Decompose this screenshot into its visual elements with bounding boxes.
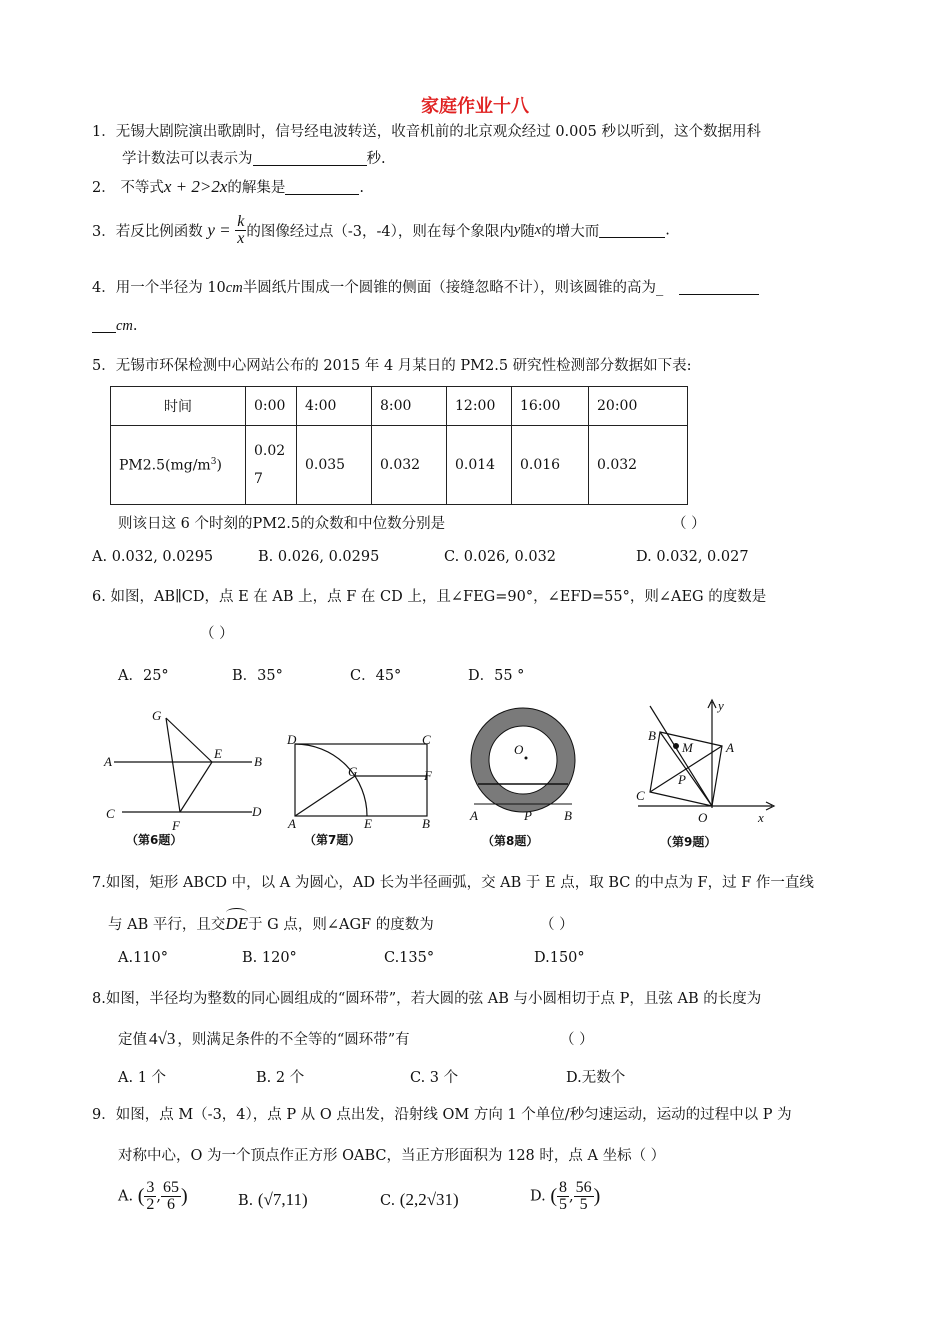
- fig7-caption: （第7题）: [304, 833, 361, 847]
- q9-option-a-label: A.: [118, 1188, 134, 1205]
- arc-mark: [226, 908, 247, 917]
- q4-answer-blank-2[interactable]: [92, 318, 116, 333]
- q9-d-frac-2: [574, 1180, 594, 1213]
- q7-option-c[interactable]: C.135°: [384, 950, 435, 966]
- fig8-label-p: P: [524, 808, 532, 823]
- fig6-label-f: F: [172, 818, 180, 833]
- q4-text-b: 半圆纸片围成一个圆锥的侧面（接缝忽略不计），则该圆锥的高为_: [242, 280, 664, 296]
- q1-line2: [122, 147, 386, 168]
- table-header-cell: 12:00: [447, 387, 512, 426]
- q3-text-post2: 的增大而: [541, 224, 600, 240]
- q1-text: 学计数法可以表示为: [122, 151, 253, 167]
- fig7-label-g: G: [348, 764, 358, 779]
- q6-option-d[interactable]: D．55 °: [468, 668, 525, 684]
- q7-text: 与 AB 平行，且交: [108, 917, 226, 933]
- table-cell: 0.016: [512, 426, 589, 505]
- table-cell: [246, 426, 297, 505]
- paren-close: ): [180, 1185, 188, 1207]
- fig6-label-e: E: [214, 746, 222, 761]
- num: 3: [146, 1179, 155, 1196]
- q2-line: [92, 176, 364, 197]
- q4-text: 4．用一个半径为 10: [92, 280, 226, 296]
- fig7-label-e: E: [364, 816, 372, 831]
- q3-var-y: y: [513, 222, 521, 238]
- fig6-label-a: A: [104, 754, 112, 769]
- q5-option-a[interactable]: A. 0.032, 0.0295: [92, 549, 214, 565]
- q9-line2: 对称中心，O 为一个顶点作正方形 OABC，当正方形面积为 128 时，点 A 坐标（ ）: [118, 1148, 666, 1164]
- table-cell: 0.032: [372, 426, 447, 505]
- q6-option-a[interactable]: A．25°: [118, 668, 169, 684]
- row-label-sup: 3: [210, 456, 217, 467]
- q4-unit-2: cm: [116, 318, 133, 334]
- q3-fraction: [235, 214, 246, 247]
- table-row-label: [111, 426, 246, 505]
- num: 8: [559, 1179, 567, 1196]
- q4-end: .: [132, 318, 138, 334]
- q7-line1: 7.如图，矩形 ABCD 中，以 A 为圆心，AD 长为半径画弧，交 AB 于 E 点，取 BC 的中点为 F，过 F 作一直线: [92, 875, 814, 891]
- table-header-cell: 时间: [111, 387, 246, 426]
- q8-option-a[interactable]: A. 1 个: [118, 1070, 167, 1086]
- q9-option-c-value: (2,2√31): [399, 1190, 459, 1209]
- q6-option-b[interactable]: B．35°: [232, 668, 283, 684]
- paren-close: ): [593, 1185, 601, 1207]
- comma: ,: [569, 1188, 574, 1205]
- q3-denominator: x: [237, 230, 245, 247]
- fig9-label-x: x: [758, 810, 764, 825]
- q5-option-b[interactable]: B. 0.026, 0.0295: [258, 549, 380, 565]
- q8-value: 4√3: [149, 1029, 176, 1048]
- q7-arc-de: [225, 914, 248, 934]
- q2-answer-blank[interactable]: [285, 180, 359, 195]
- fig9-label-m: M: [682, 740, 693, 755]
- den: 2: [146, 1196, 155, 1213]
- q9-option-d-label: D.: [530, 1188, 546, 1205]
- q2-inequality: x + 2>2x: [163, 177, 228, 196]
- q7-line2: [108, 913, 434, 934]
- comma: ,: [156, 1188, 161, 1205]
- table-cell: 0.014: [447, 426, 512, 505]
- q9-a-frac-1: [144, 1180, 156, 1213]
- table-header-cell: 16:00: [512, 387, 589, 426]
- fig8-caption: （第8题）: [482, 834, 539, 848]
- q2-end: .: [359, 180, 364, 196]
- q4-unit: cm: [225, 280, 243, 296]
- fig6-label-c: C: [106, 806, 115, 821]
- q5-answer-paren[interactable]: （ ）: [672, 516, 706, 532]
- q7-text-post: 于 G 点，则∠AGF 的度数为: [248, 917, 434, 933]
- q5-question: 则该日这 6 个时刻的PM2.5的众数和中位数分别是: [118, 516, 446, 532]
- q8-text: 定值: [118, 1032, 147, 1048]
- q9-option-d[interactable]: [530, 1180, 600, 1213]
- table-header-cell: 8:00: [372, 387, 447, 426]
- q9-option-b-value: (√7,11): [257, 1190, 308, 1209]
- fig7-label-d: D: [287, 732, 297, 747]
- q9-option-a[interactable]: [118, 1180, 188, 1213]
- q7-option-b[interactable]: B. 120°: [242, 950, 297, 966]
- q1-answer-blank[interactable]: [253, 151, 367, 166]
- table-cell: 0.032: [589, 426, 688, 505]
- q3-y-eq: y =: [207, 220, 231, 240]
- q9-option-b[interactable]: [238, 1190, 308, 1210]
- figure-7: [284, 730, 444, 850]
- pm25-table: [110, 386, 688, 505]
- q5-option-c[interactable]: C. 0.026, 0.032: [444, 549, 557, 565]
- q4-answer-blank[interactable]: [679, 280, 759, 295]
- q3-text-mid: 随: [520, 224, 535, 240]
- q9-option-b-label: B.: [238, 1193, 254, 1209]
- table-header-cell: 0:00: [246, 387, 297, 426]
- fig7-label-b: B: [422, 816, 430, 831]
- q7-answer-paren[interactable]: （ ）: [540, 917, 574, 933]
- q5-option-d[interactable]: D. 0.032, 0.027: [636, 549, 749, 565]
- paren-open: (: [137, 1185, 145, 1207]
- q6-stem: 6. 如图，AB∥CD，点 E 在 AB 上，点 F 在 CD 上，且∠FEG=90°，∠EFD=55°，则∠AEG 的度数是: [92, 589, 767, 605]
- row-label-end: ): [216, 457, 222, 474]
- q3-line: [92, 214, 670, 247]
- fig6-label-d: D: [252, 804, 262, 819]
- fig9-label-a: A: [726, 740, 734, 755]
- fig9-label-p: P: [678, 772, 686, 787]
- q9-a-frac-2: [161, 1180, 181, 1213]
- q3-answer-blank[interactable]: [599, 223, 665, 238]
- fig6-label-b: B: [254, 754, 262, 769]
- q4-line2: [92, 318, 138, 335]
- fig9-label-o: O: [698, 810, 708, 825]
- figure-9: [632, 696, 782, 852]
- fig9-label-c: C: [636, 788, 645, 803]
- q3-text-post: 的图像经过点（-3，-4），则在每个象限内: [246, 224, 514, 240]
- q2-text-post: 的解集是: [227, 180, 286, 196]
- q8-line2: [118, 1028, 410, 1049]
- q2-text: 2． 不等式: [92, 180, 164, 196]
- q4-line1: [92, 276, 759, 297]
- num: 56: [575, 1179, 592, 1196]
- row-label-text: PM2.5(mg/m: [119, 457, 211, 474]
- q9-option-c[interactable]: [380, 1190, 459, 1210]
- fig6-label-g: G: [152, 708, 162, 723]
- q1-text-end: 秒.: [366, 151, 386, 167]
- paren-open: (: [550, 1185, 557, 1207]
- fig6-caption: （第6题）: [126, 833, 183, 847]
- q7-option-d[interactable]: D.150°: [534, 950, 585, 966]
- fig7-label-c: C: [422, 732, 431, 747]
- q6-answer-paren[interactable]: （ ）: [200, 626, 234, 642]
- q3-end: .: [665, 222, 670, 239]
- table-header-cell: 4:00: [297, 387, 372, 426]
- den: 5: [579, 1196, 588, 1213]
- table-header-cell: 20:00: [589, 387, 688, 426]
- fig9-label-y: y: [718, 698, 724, 713]
- q8-answer-paren[interactable]: （ ）: [560, 1032, 594, 1048]
- q7-arc-label: DE: [225, 914, 249, 933]
- fig9-caption: （第9题）: [660, 835, 717, 849]
- fig8-label-a: A: [470, 808, 478, 823]
- q9-d-frac-1: [557, 1180, 569, 1213]
- den: 5: [559, 1196, 567, 1213]
- fig9-label-b: B: [648, 728, 656, 743]
- fig8-label-b: B: [564, 808, 572, 823]
- q6-option-c[interactable]: C．45°: [350, 668, 402, 684]
- q8-text-post: ，则满足条件的不全等的“圆环带”有: [177, 1032, 410, 1048]
- q1-line1: 1．无锡大剧院演出歌剧时，信号经电波转送，收音机前的北京观众经过 0.005 秒以听到，这个数据用科: [92, 124, 761, 140]
- q7-option-a[interactable]: A.110°: [118, 950, 169, 966]
- num: 65: [162, 1179, 179, 1196]
- page-title: 家庭作业十八: [421, 96, 529, 117]
- q8-option-b[interactable]: B. 2 个: [256, 1070, 305, 1086]
- q8-line1: 8.如图，半径均为整数的同心圆组成的“圆环带”，若大圆的弦 AB 与小圆相切于点 P，且弦 AB 的长度为: [92, 991, 762, 1007]
- q8-option-d[interactable]: D.无数个: [566, 1070, 626, 1086]
- fig7-label-a: A: [288, 816, 296, 831]
- fig8-label-o: O: [514, 742, 524, 757]
- fig7-label-f: F: [424, 768, 432, 783]
- table-cell: 0.035: [297, 426, 372, 505]
- cell-line-b: 7: [254, 471, 263, 487]
- q5-stem: 5．无锡市环保检测中心网站公布的 2015 年 4 月某日的 PM2.5 研究性检测部分数据如下表:: [92, 358, 692, 374]
- cell-line-a: 0.02: [254, 443, 286, 459]
- figure-6: [100, 706, 270, 851]
- q3-numerator: k: [237, 213, 245, 230]
- den: 6: [166, 1196, 175, 1213]
- q3-var-x: x: [534, 222, 542, 238]
- q8-option-c[interactable]: C. 3 个: [410, 1070, 459, 1086]
- q9-line1: 9．如图，点 M（-3，4），点 P 从 O 点出发，沿射线 OM 方向 1 个单位/秒匀速运动，运动的过程中以 P 为: [92, 1107, 792, 1123]
- q9-option-c-label: C.: [380, 1193, 396, 1209]
- q3-text: 3．若反比例函数: [92, 224, 203, 240]
- figure-8: [466, 700, 586, 850]
